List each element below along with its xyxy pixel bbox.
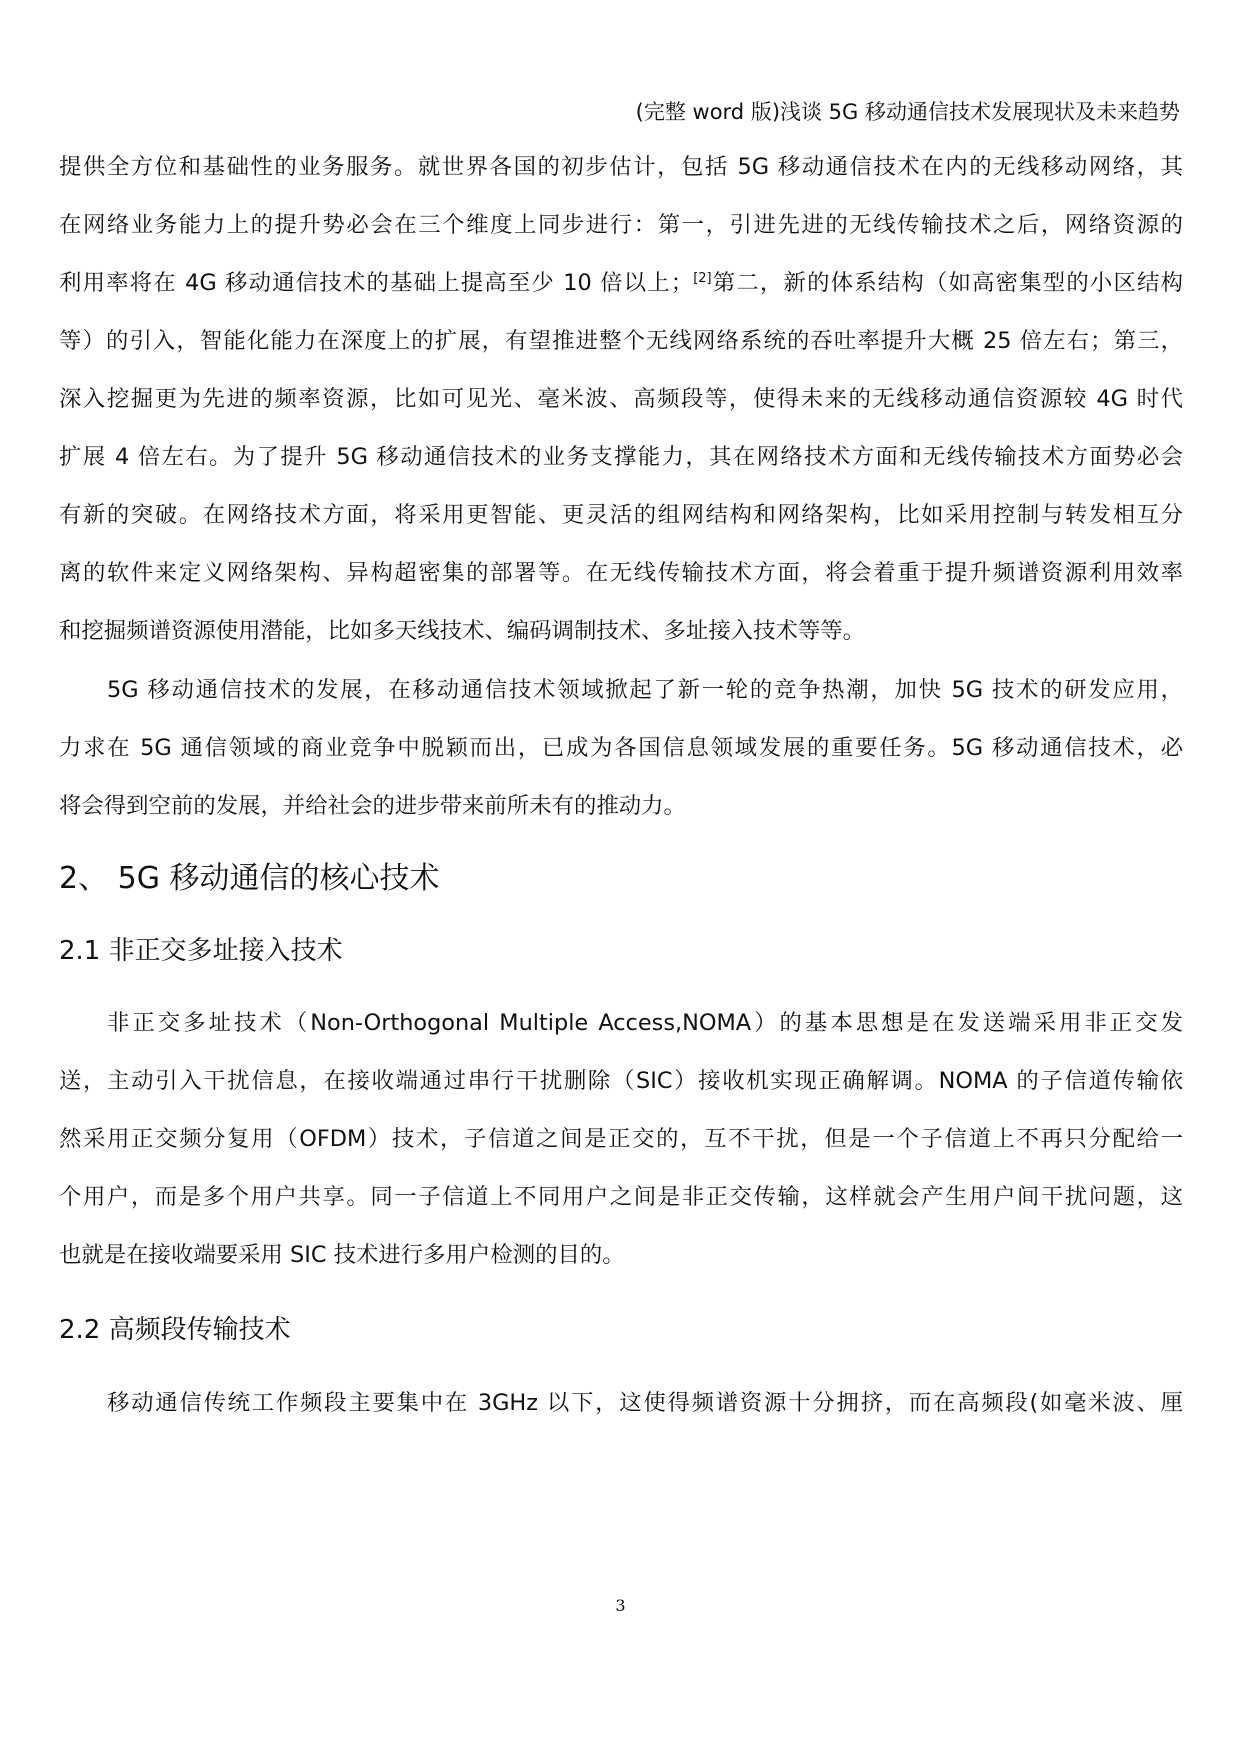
paragraph-line: 有新的突破。在网络技术方面，将采用更智能、更灵活的组网结构和网络架构，比如采用控制与转发相互分 [59, 502, 1183, 528]
paragraph-line: 送，主动引入干扰信息，在接收端通过串行干扰删除（SIC）接收机实现正确解调。NOMA 的子信道传输依 [59, 1068, 1183, 1094]
paragraph-line: 深入挖掘更为先进的频率资源，比如可见光、毫米波、高频段等，使得未来的无线移动通信资源较 4G 时代 [59, 386, 1183, 412]
paragraph-line-last: 也就是在接收端要采用 SIC 技术进行多用户检测的目的。 [59, 1242, 625, 1268]
paragraph-line: 离的软件来定义网络架构、异构超密集的部署等。在无线传输技术方面，将会着重于提升频谱资源利用效率 [59, 560, 1183, 586]
paragraph-line-last: 将会得到空前的发展，并给社会的进步带来前所未有的推动力。 [59, 793, 686, 819]
paragraph-line-last: 和挖掘频谱资源使用潜能，比如多天线技术、编码调制技术、多址接入技术等等。 [59, 618, 866, 644]
paragraph-line: 移动通信传统工作频段主要集中在 3GHz 以下，这使得频谱资源十分拥挤，而在高频段(如毫米波、厘 [107, 1390, 1183, 1416]
paragraph-line: 5G 移动通信技术的发展，在移动通信技术领域掀起了新一轮的竞争热潮，加快 5G 技术的研发应用， [107, 677, 1183, 703]
paragraph-line: 然采用正交频分复用（OFDM）技术，子信道之间是正交的，互不干扰，但是一个子信道上不再只分配给一 [59, 1126, 1183, 1152]
paragraph-line: 等）的引入，智能化能力在深度上的扩展，有望推进整个无线网络系统的吞吐率提升大概 25 倍左右；第三， [59, 328, 1183, 354]
paragraph-line: 提供全方位和基础性的业务服务。就世界各国的初步估计，包括 5G 移动通信技术在内的无线移动网络，其 [59, 154, 1183, 180]
paragraph-line: 个用户，而是多个用户共享。同一子信道上不同用户之间是非正交传输，这样就会产生用户间干扰问题，这 [59, 1184, 1183, 1210]
text-segment: 利用率将在 4G 移动通信技术的基础上提高至少 10 倍以上； [59, 270, 694, 296]
paragraph-line: 非正交多址技术（Non-Orthogonal Multiple Access,NOMA）的基本思想是在发送端采用非正交发 [107, 1010, 1183, 1036]
paragraph-line: 扩展 4 倍左右。为了提升 5G 移动通信技术的业务支撑能力，其在网络技术方面和无线传输技术方面势必会 [59, 444, 1183, 470]
section-heading: 2、 5G 移动通信的核心技术 [59, 861, 440, 896]
text-segment: 第二，新的体系结构（如高密集型的小区结构 [711, 270, 1183, 296]
page-header: (完整 word 版)浅谈 5G 移动通信技术发展现状及未来趋势 [635, 100, 1180, 124]
subsection-heading: 2.1 非正交多址接入技术 [59, 936, 343, 966]
paragraph-line-with-citation [59, 268, 1183, 298]
subsection-heading: 2.2 高频段传输技术 [59, 1315, 291, 1345]
paragraph-line: 在网络业务能力上的提升势必会在三个维度上同步进行：第一，引进先进的无线传输技术之后，网络资源的 [59, 212, 1183, 238]
citation-marker: [2] [693, 271, 712, 286]
paragraph-line: 力求在 5G 通信领域的商业竞争中脱颖而出，已成为各国信息领域发展的重要任务。5G 移动通信技术，必 [59, 735, 1183, 761]
page-number: 3 [615, 1596, 626, 1615]
